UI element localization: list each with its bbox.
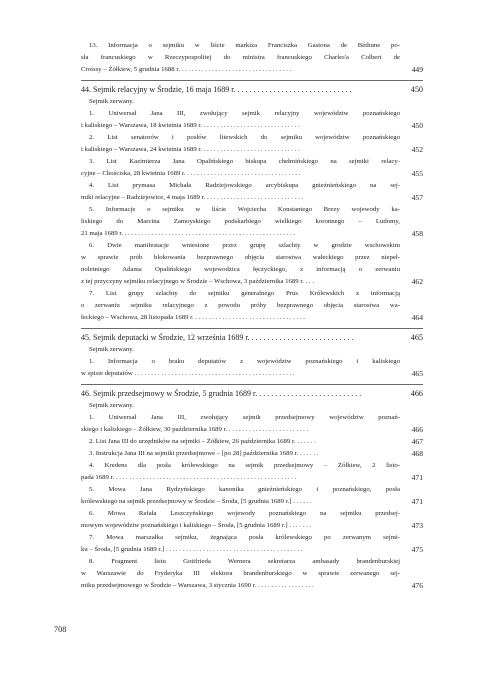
toc-entry	[81, 288, 423, 324]
section-heading	[81, 332, 423, 344]
entry-page-number: 466	[411, 425, 423, 434]
entry-line: liskiego do Marcina Zamoyskiego podskarbiego wielkiego koronnego – Ludomy,	[81, 218, 400, 225]
toc-section	[81, 328, 423, 380]
entry-text	[81, 460, 400, 484]
section-title: 46. Sejmik przedsejmowy w Środzie, 5 grudnia 1689 r. . . . . . . . . . . . . . . . . . . . . . . . . . .	[81, 389, 362, 398]
toc-section	[81, 384, 423, 592]
entry-text	[81, 288, 400, 324]
entry-line: 7. List grupy szlachty do sejmiku generalnego Prus Królewskich z informacją	[89, 290, 400, 297]
entry-line: łeckiego – Wschowa, 28 listopada 1689 r. . . . . . . . . . . . . . . . . . . . . . . . . . . . . . . . . .	[81, 314, 306, 321]
entry-text	[81, 180, 400, 204]
entry-line: 3. List Kazimierza Jana Opalińskiego biskupa chełmińskiego na sejmiki relacy-	[89, 158, 400, 165]
entry-text	[81, 508, 400, 532]
entry-line: skiego i kaliskiego – Żółkiew, 30 października 1689 r. . . . . . . . . . . . . . . . . . . . . . . . .	[81, 426, 309, 433]
toc-entry	[81, 448, 423, 460]
entry-line: o zerwaniu sejmiku relacyjnego z powodu próby bezprawnego objęcia starostwa wa-	[81, 302, 400, 309]
entry-line: 6. Mowa Rafała Leszczyńskiego wojewody poznańskiego na sejmiku przedsej-	[89, 510, 400, 517]
toc-section	[81, 80, 423, 324]
entry-line: cyjne – Chościska, 28 kwietnia 1689 r. . . . . . . . . . . . . . . . . . . . . . . . . . . . . . . . . . .	[81, 170, 301, 177]
entry-line: 8. Fragment listu Gottfrieda Wernera sekretarza ambasady brandenburskiej	[89, 558, 400, 565]
entry-line: 3. Instrukcja Jana III na sejmiki przedsejmowe – [po 28] października 1689 r. . . . . . .	[89, 450, 319, 457]
entry-line: mowym województw poznańskiego i kaliskiego – Środa, [5 grudnia 1689 r.] . . . . . . .	[81, 522, 312, 529]
section-note: Sejmik zerwany.	[89, 346, 134, 353]
entry-text	[81, 412, 400, 436]
toc-entry	[81, 108, 423, 132]
entry-line: 7. Mowa marszałka sejmiku, żegnająca posła królewskiego po zerwanym sejmi-	[89, 534, 400, 541]
entry-line: noletniego Adama Opalińskiego wojewodzica łęczyckiego, z informacją o zerwaniu	[81, 266, 400, 273]
entry-line: 5. Mowa Jana Rydzyńskiego kanonika gnieźnieńskiego i poznańskiego, posła	[89, 486, 400, 493]
entry-line: królewskiego na sejmik przedsejmowy w Środzie – Środa, [5 grudnia 1689 r.] . . . . . .	[81, 498, 312, 505]
section-title: 45. Sejmik deputacki w Środzie, 12 września 1689 r. . . . . . . . . . . . . . . . . . . . . . . . . . .	[81, 333, 354, 342]
entry-line: 2. List Jana III do urzędników na sejmiki – Żółkiew, 26 października 1689 r. . . . . . .	[89, 438, 316, 445]
entry-page-number: 473	[411, 521, 423, 530]
toc-entry	[81, 412, 423, 436]
entry-text	[81, 484, 400, 508]
entry-line: ku – Środa, [5 grudnia 1689 r.] . . . . . . . . . . . . . . . . . . . . . . . . . . . . . . . . . . . . . . . . .	[81, 546, 303, 553]
entry-page-number: 471	[411, 473, 423, 482]
section-page-number: 465	[410, 333, 423, 342]
entry-line: 5. Informacje o sejmiku w liście Wojciecha Konstantego Brezy wojewody ka-	[89, 206, 400, 213]
entry-line: miki relacyjne – Radziejowice, 4 maja 1689 r. . . . . . . . . . . . . . . . . . . . . . . . . . . . . .	[81, 194, 304, 201]
entry-text	[81, 204, 400, 240]
entry-line: 4. List prymasa Michała Radziejowskiego arcybiskupa gnieźnieńskiego na sej-	[89, 182, 400, 189]
entry-text	[81, 156, 400, 180]
toc-entry	[81, 240, 423, 288]
entry-page-number: 457	[411, 193, 423, 202]
entry-line: w Warszawie do Fryderyka III elektora brandenburskiego w sprawie zerwanego sej-	[81, 570, 400, 577]
entry-page-number: 468	[411, 449, 423, 458]
entry-text	[81, 132, 400, 156]
entry-line: 2. List senatorów i posłów litewskich do sejmiku województw poznańskiego	[89, 134, 400, 141]
entry-line: 1. Uniwersał Jana III, zwołujący sejmik relacyjny województw poznańskiego	[89, 110, 400, 117]
entry-line: 1. Informacja o braku deputatów z województw poznańskiego i kaliskiego	[89, 358, 400, 365]
entry-page-number: 462	[411, 277, 423, 286]
section-page-number: 450	[410, 85, 423, 94]
entry-text	[81, 532, 400, 556]
entry-page-number: 450	[411, 121, 423, 130]
entry-page-number: 465	[411, 369, 423, 378]
entry-page-number: 471	[411, 497, 423, 506]
toc-entry	[81, 484, 423, 508]
entry-page-number: 458	[411, 229, 423, 238]
table-of-contents	[81, 40, 423, 592]
entry-page-number: 455	[411, 169, 423, 178]
entry-text	[81, 436, 400, 448]
toc-section	[81, 40, 423, 76]
entry-line: 13. Informacja o sejmiku w liście markiza Franciszka Gastona de Béthune po-	[89, 42, 400, 49]
toc-entry	[81, 508, 423, 532]
entry-text	[81, 108, 400, 132]
entry-text	[81, 40, 400, 76]
entry-line: pada 1689 r. . . . . . . . . . . . . . . . . . . . . . . . . . . . . . . . . . . . . . . . . . . . . . . . . . . . . . .	[81, 474, 297, 481]
entry-line: w sprawie prób blokowania bezprawnego objęcia starostwa wałeckiego przez niepeł-	[81, 254, 400, 261]
toc-entry	[81, 132, 423, 156]
toc-entry	[81, 180, 423, 204]
page-number: 708	[54, 625, 67, 634]
entry-line: sła francuskiego w Rzeczypospolitej do ministra francuskiego Charles'a Colbert de	[81, 54, 400, 61]
entry-text	[81, 240, 400, 288]
entry-line: i kaliskiego – Warszawa, 18 kwietnia 1689 r. . . . . . . . . . . . . . . . . . . . . . . . . . . . . .	[81, 122, 300, 129]
toc-entry	[81, 436, 423, 448]
toc-entry	[81, 356, 423, 380]
entry-line: 21 maja 1689 r. . . . . . . . . . . . . . . . . . . . . . . . . . . . . . . . . . . . . . . . . . . . . . . . . . . .	[81, 230, 296, 237]
entry-page-number: 475	[411, 545, 423, 554]
section-note: Sejmik zerwany.	[89, 402, 134, 409]
toc-entry	[81, 556, 423, 592]
entry-page-number: 476	[411, 581, 423, 590]
section-page-number: 466	[410, 389, 423, 398]
entry-text	[81, 556, 400, 592]
entry-line: w spisie deputatów . . . . . . . . . . . . . . . . . . . . . . . . . . . . . . . . . . . . . . . . . . . . . . . .	[81, 370, 295, 377]
entry-text	[81, 448, 400, 460]
toc-entry	[81, 40, 423, 76]
entry-page-number: 467	[411, 437, 423, 446]
entry-line: 6. Dwie manifestacje wniesione przez grupę szlachty w grodzie wschowskim	[89, 242, 400, 249]
toc-entry	[81, 460, 423, 484]
entry-page-number: 452	[411, 145, 423, 154]
toc-entry	[81, 204, 423, 240]
section-heading	[81, 84, 423, 96]
section-note: Sejmik zerwany.	[89, 98, 134, 105]
entry-line: Croissy – Żółkiew, 5 grudnia 1688 r. . . . . . . . . . . . . . . . . . . . . . . . . . . . . . . . . .	[81, 66, 292, 73]
entry-line: 4. Kredens dla posła królewskiego na sejmik przedsejmowy – Żółkiew, 2 listo-	[89, 462, 400, 469]
toc-entry	[81, 532, 423, 556]
section-title: 44. Sejmik relacyjny w Środzie, 16 maja 1689 r. . . . . . . . . . . . . . . . . . . . . . . . . . . . . .	[81, 85, 352, 94]
section-heading	[81, 388, 423, 400]
entry-page-number: 464	[411, 313, 423, 322]
entry-line: z tej przyczyny sejmiku relacyjnego w Środzie – Wschowa, 3 października 1689 r. . . .	[81, 278, 315, 285]
entry-line: i kaliskiego – Warszawa, 24 kwietnia 1689 r. . . . . . . . . . . . . . . . . . . . . . . . . . . . . .	[81, 146, 300, 153]
entry-line: 1. Uniwersał Jana III, zwołujący sejmik przedsejmowy województw poznań-	[89, 414, 400, 421]
toc-entry	[81, 156, 423, 180]
entry-line: miku przedsejmowego w Środzie – Warszawa, 3 stycznia 1690 r. . . . . . . . . . . . . . . . . .	[81, 582, 314, 589]
entry-page-number: 449	[411, 65, 423, 74]
entry-text	[81, 356, 400, 380]
